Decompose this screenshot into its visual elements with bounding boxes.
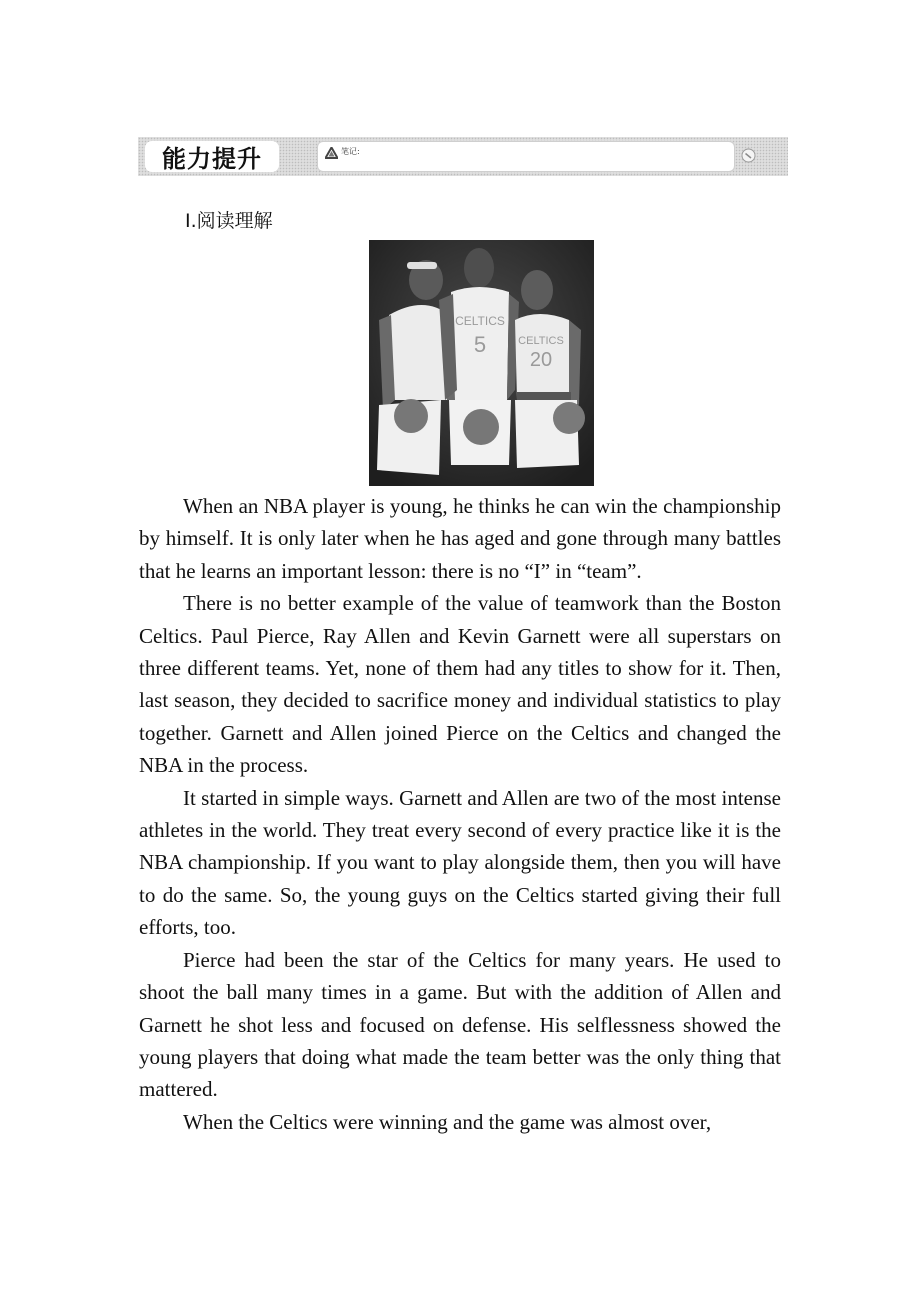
svg-text:CELTICS: CELTICS: [455, 314, 505, 328]
pin-circle-icon: [741, 148, 756, 163]
recycle-triangle-icon: [325, 146, 338, 158]
svg-text:20: 20: [529, 349, 553, 371]
paragraph: It started in simple ways. Garnett and Allen are two of the most intense athletes in the world. They treat every second of every practice like it is the NBA championship. If you want to play alongside them, then you will have to do the same. So, the young guys on the Celtics started giving their full efforts, too.: [139, 785, 781, 940]
section-banner: [138, 137, 788, 176]
section-heading: Ⅰ.阅读理解: [185, 210, 273, 232]
svg-text:CELTICS: CELTICS: [518, 335, 564, 347]
paragraph: When the Celtics were winning and the game was almost over,: [183, 1109, 712, 1134]
notes-field[interactable]: [317, 141, 735, 172]
banner-title: 能力提升: [145, 141, 279, 172]
notes-label: 笔记:: [341, 147, 360, 156]
paragraph: When an NBA player is young, he thinks he can win the championship by himself. It is only later when he has aged and gone through many battles that he learns an important lesson: there is no “I” in “team”.: [139, 494, 781, 583]
svg-text:5: 5: [473, 332, 487, 357]
paragraph: There is no better example of the value of teamwork than the Boston Celtics. Paul Pierce, Ray Allen and Kevin Garnett were all superstars on three different teams. Yet, none of them had any titles to show for it. Then, last season, they decided to sacrifice money and individual statistics to play together. Garnett and Allen joined Pierce on the Celtics and changed the NBA in the process.: [139, 591, 781, 778]
celtics-players-photo: [369, 240, 594, 486]
reading-passage: [139, 490, 781, 1138]
paragraph: Pierce had been the star of the Celtics for many years. He used to shoot the ball many times in a game. But with the addition of Allen and Garnett he shot less and focused on defense. His selflessness showed the young players that doing what made the team better was the only thing that mattered.: [139, 947, 781, 1102]
